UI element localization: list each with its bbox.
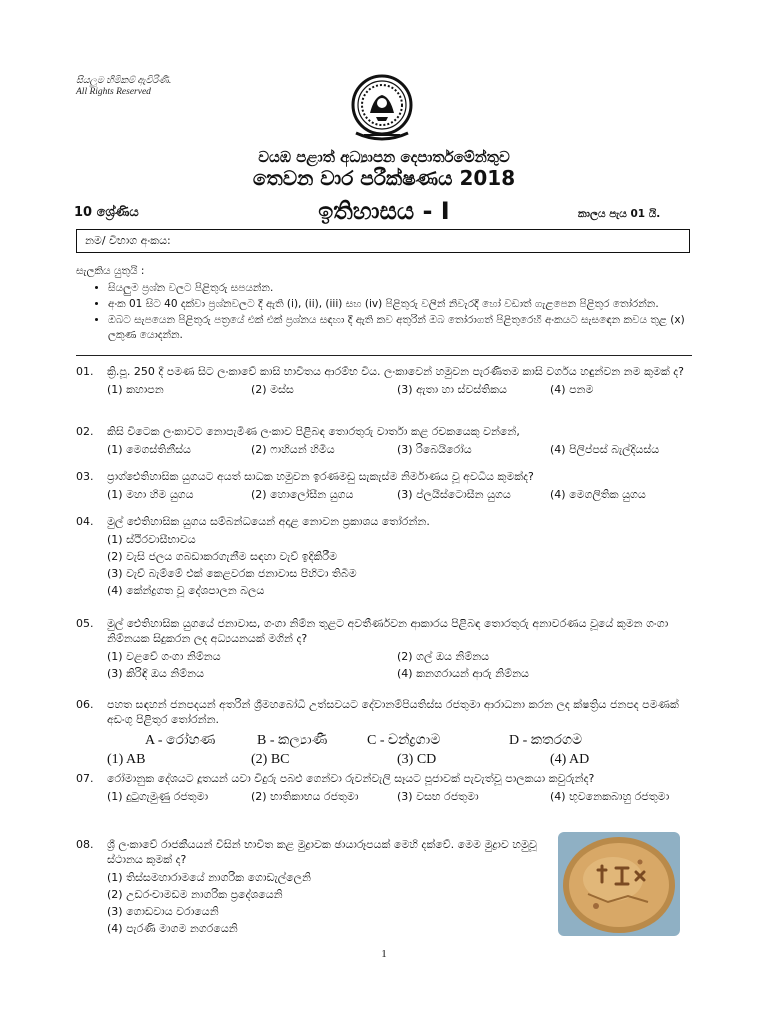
copyright-english: All Rights Reserved: [76, 87, 151, 97]
place-d: D - කතරගම: [509, 733, 583, 748]
option-4: (4) කනගරායන් ආරු නිම්නය: [397, 667, 529, 680]
question-text: කිසි විටෙක ලංකාවට නොපැමිණ ලංකාව පිළිබඳ තොරතුරු වාර්තා කළ රචකයෙකු වන්නේ,: [107, 425, 520, 438]
option-2: (2) ගල් ඔය නිම්නය: [397, 650, 490, 663]
option-4: (4) පැරණි මාගම නගරයෙනි: [107, 922, 238, 935]
question-number: 08.: [76, 838, 94, 851]
option-2: (2) හොලෝසීන යුගය: [251, 488, 354, 501]
question-text: මුල් ඓතිහාසික යුගයේ ජනාවාස, ගංගා නිම්න තුළට අවතීර්ණවන ආකාරය පිළිබඳ තොරතුරු අනාවරණය වූයේ කුමන ගංගා නිම්නයක සිදුකරන ලද අධ්‍යයනයක් මගින් ද?: [107, 617, 669, 645]
option-3: (3) රිබෙයිරෝය: [397, 443, 472, 456]
question-02: [76, 424, 696, 459]
question-text: ප්‍රාග්ඓතිහාසික යුගයට අයත් සාධක හමුවන ඉරණමඩු සැකැස්ම නිර්මාණය වූ අවධිය කුමක්ද?: [107, 470, 534, 483]
option-1: (1) මහා හිම යුගය: [107, 488, 194, 501]
instructions-title: සැලකිය යුතුයි :: [76, 265, 145, 277]
question-03: [76, 469, 696, 504]
copyright-sinhala: සියලුම හිමිකම් ඇවිරිණි.: [76, 76, 172, 86]
instructions-list: [90, 281, 696, 344]
option-2: (2) ෆාහියන් හිමිය: [251, 443, 335, 456]
option-3: (3) කිරිඳි ඔය නිම්නය: [107, 667, 204, 680]
option-1: (1) AB: [107, 752, 146, 767]
option-4: (4) පිලිප්පස් බැල්දියස්ය: [550, 443, 660, 456]
option-1: (1) ස්ථිරවාසීභාවය: [107, 533, 196, 546]
option-3: (3) වසභ රජතුමා: [397, 790, 479, 803]
question-06: [76, 697, 696, 769]
option-2: (2) භාතිකාභය රජතුමා: [251, 790, 359, 803]
option-2: (2) වැසි ජලය ගබඩාකරගැනීම සඳහා වැව් ඉදිකිරීම: [107, 550, 337, 563]
question-text: ශ්‍රී ලංකාවේ රාජකීයයන් විසින් භාවිත කළ මුද්‍රාවක ඡායාරූපයක් මෙහි දක්වේ. මෙම මුද්‍රාව හමුවූ ස්ථානය කුමක් ද?: [107, 838, 537, 866]
seal-photo: [558, 832, 680, 936]
subject-title: ඉතිහාසය - I: [318, 197, 450, 225]
question-text: මුල් ඓතිහාසික යුගය සම්බන්ධයෙන් අදාළ නොවන ප්‍රකාශය තෝරන්න.: [107, 515, 430, 528]
question-number: 02.: [76, 425, 94, 438]
time-allowed: කාලය පැය 01 යි.: [578, 208, 661, 220]
question-04: [76, 514, 696, 600]
instruction-item: • සියලුම ප්‍රශ්න වලට පිළිතුරු සපයන්න.: [108, 281, 696, 296]
question-number: 03.: [76, 470, 94, 483]
question-number: 06.: [76, 698, 94, 711]
option-2: (2) උඩරංචාමඩම නාගරික ප්‍රදේශයෙනි: [107, 888, 283, 901]
question-07: [76, 771, 696, 806]
option-1: (1) තිස්සමහාරාමයේ නාගරික ගොඩැල්ලෙනි: [107, 871, 311, 884]
question-number: 04.: [76, 515, 94, 528]
copyright-notice: [76, 76, 171, 98]
option-3: (3) වැව් බැම්මේ එක් කෙළවරක ජනාවාස පිහිටා තිබීම: [107, 567, 357, 580]
option-1: (1) දුටුගැමුණු රජතුමා: [107, 790, 209, 803]
option-3: (3) CD: [397, 752, 437, 767]
department-name: වයඹ පළාත් අධ්‍යාපන දෙපාර්තමේන්තුව: [258, 148, 510, 166]
crest-emblem: [350, 73, 414, 145]
place-b: B - කල්‍යාණී: [257, 733, 328, 748]
option-4: (4) භුවනෙකබාහු රජතුමා: [550, 790, 670, 803]
option-1: (1) වළවේ ගංගා නිම්නය: [107, 650, 221, 663]
place-c: C - චන්ද්‍රගාම: [367, 733, 441, 748]
option-2: (2) BC: [251, 752, 290, 767]
question-05: [76, 616, 696, 683]
question-number: 07.: [76, 772, 94, 785]
question-text: ක්‍රි.පූ. 250 දී පමණ සිට ලංකාවේ කාසි භාවිතය ආරම්භ විය. ලංකාවෙන් හමුවන පැරණිතම කාසි වර්ගය හඳුන්වන නම කුමක් ද?: [107, 365, 684, 378]
page-number: 1: [381, 948, 387, 960]
option-4: (4) AD: [550, 752, 590, 767]
question-text: පහත සඳහන් ජනපදයන් අතරින් ශ්‍රීමහබෝධි උත්සවයට දේවානම්පියතිස්ස රජතුමා ආරාධනා කරන ලද ක්ෂත්‍රිය ජනපද පමණක් අඩංගු පිළිතුර තෝරන්න.: [107, 698, 679, 726]
question-01: [76, 364, 696, 399]
option-4: (4) මෙගලිතික යුගය: [550, 488, 646, 501]
name-index-field[interactable]: [76, 229, 690, 253]
place-a: A - රෝහණ: [145, 733, 216, 748]
option-1: (1) මෙගස්තිනීස්ය: [107, 443, 191, 456]
question-08: [76, 837, 546, 938]
option-1: (1) කහාපන: [107, 383, 164, 396]
option-4: (4) පනම: [550, 383, 594, 396]
question-number: 05.: [76, 617, 94, 630]
exam-title: තෙවන වාර පරීක්ෂණය 2018: [252, 166, 516, 190]
option-3: (3) ඇතා හා ස්වස්තිකය: [397, 383, 507, 396]
option-3: (3) ගොඩවාය වරායෙනි: [107, 905, 219, 918]
question-number: 01.: [76, 365, 94, 378]
instruction-item: • ඔබට සැපයෙන පිළිතුරු පත්‍රයේ එක් එක් ප්‍රශ්නය සඳහා දී ඇති කව අතුරින් ඔබ තෝරාගත් පිළිතුරෙහි අංකයට සැසඳෙන කවය තුළ (x) ලකුණ යොදන්න.: [108, 313, 696, 343]
grade-label: 10 ශ්‍රේණිය: [74, 205, 139, 220]
option-3: (3) ප්ලයිස්ටොසීන යුගය: [397, 488, 511, 501]
option-4: (4) කේන්ද්‍රගත වූ දේශපාලන බලය: [107, 584, 265, 597]
name-index-label: නම/ විභාග අංකය:: [85, 234, 171, 247]
question-text: රෝමානුක දේශයට දූතයන් යවා විදුරු පබළු ගෙන්වා රුවන්වැලි සෑයට පූජාවක් පැවැත්වූ පාලකයා කවුරුන්ද?: [107, 772, 595, 785]
divider-line: [76, 355, 692, 356]
instruction-item: • අංක 01 සිට 40 දක්වා ප්‍රශ්නවලට දී ඇති (i), (ii), (iii) සහ (iv) පිළිතුරු වලින් නිවැරදි හෝ වඩාත් ගැළපෙන පිළිතුර තෝරන්න.: [108, 297, 696, 312]
option-2: (2) මස්ස: [251, 383, 294, 396]
